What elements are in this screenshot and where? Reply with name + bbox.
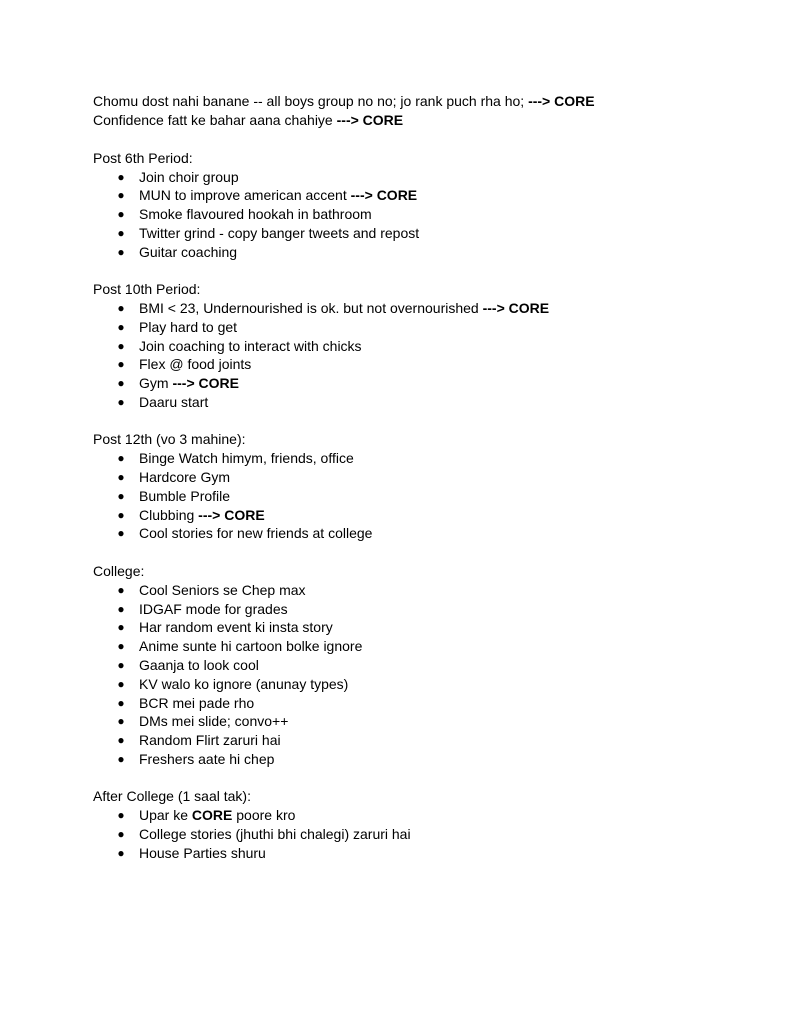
list-item (93, 806, 733, 825)
item-text: MUN to improve american accent (139, 187, 351, 204)
bullet-icon: ● (117, 376, 125, 391)
bullet-list (93, 299, 733, 412)
item-text: Gym (139, 375, 173, 392)
item-text: Twitter grind - copy banger tweets and repost (139, 224, 420, 241)
item-text: DMs mei slide; convo++ (139, 713, 289, 730)
list-item (93, 618, 733, 637)
bullet-icon: ● (117, 676, 125, 691)
bullet-icon: ● (117, 470, 125, 485)
item-text: Guitar coaching (139, 243, 238, 260)
bullet-icon: ● (117, 714, 125, 729)
section-title: Post 12th (vo 3 mahine): (93, 431, 246, 448)
item-text: Play hard to get (139, 318, 238, 335)
section-title: College: (93, 562, 145, 579)
section-title: After College (1 saal tak): (93, 788, 251, 805)
item-text: Upar ke (139, 807, 192, 824)
item-text: Flex @ food joints (139, 356, 252, 373)
bullet-icon: ● (117, 845, 125, 860)
bullet-list (93, 806, 733, 862)
bullet-icon: ● (117, 394, 125, 409)
list-item (93, 637, 733, 656)
item-text: Join choir group (139, 168, 239, 185)
item-text: Freshers aate hi chep (139, 750, 275, 767)
list-item (93, 825, 733, 844)
list-item (93, 506, 733, 525)
list-item (93, 524, 733, 543)
bullet-icon: ● (117, 338, 125, 353)
bullet-list (93, 581, 733, 769)
item-text: Smoke flavoured hookah in bathroom (139, 206, 372, 223)
item-text: Gaanja to look cool (139, 656, 259, 673)
list-item (93, 731, 733, 750)
list-item (93, 750, 733, 769)
list-item (93, 844, 733, 863)
bullet-icon: ● (117, 451, 125, 466)
item-text: BMI < 23, Undernourished is ok. but not overnourished (139, 299, 483, 316)
core-marker: ---> CORE (336, 112, 404, 128)
list-item (93, 600, 733, 619)
bullet-icon: ● (117, 620, 125, 635)
list-item (93, 449, 733, 468)
list-item (93, 355, 733, 374)
bullet-icon: ● (117, 808, 125, 823)
core-marker: CORE (191, 807, 233, 824)
item-text: KV walo ko ignore (anunay types) (139, 675, 349, 692)
item-text: Binge Watch himym, friends, office (139, 450, 354, 467)
item-text: Clubbing (139, 506, 199, 523)
list-item (93, 656, 733, 675)
item-text: IDGAF mode for grades (139, 600, 288, 617)
intro-block (93, 92, 733, 130)
item-text: Bumble Profile (139, 487, 231, 504)
list-item (93, 243, 733, 262)
bullet-icon: ● (117, 169, 125, 184)
intro-text: Chomu dost nahi banane -- all boys group no no; jo rank puch rha ho; (93, 93, 529, 109)
bullet-icon: ● (117, 639, 125, 654)
bullet-list (93, 449, 733, 543)
bullet-icon: ● (117, 657, 125, 672)
list-item (93, 168, 733, 187)
list-item (93, 224, 733, 243)
bullet-icon: ● (117, 319, 125, 334)
item-text: Har random event ki insta story (139, 619, 333, 636)
item-text: House Parties shuru (139, 844, 266, 861)
core-marker: ---> CORE (528, 93, 595, 109)
bullet-icon: ● (117, 582, 125, 597)
list-item (93, 712, 733, 731)
list-item (93, 318, 733, 337)
item-text: Hardcore Gym (139, 469, 231, 486)
list-item (93, 393, 733, 412)
core-marker: ---> CORE (172, 375, 239, 392)
list-item (93, 487, 733, 506)
core-marker: ---> CORE (198, 506, 265, 523)
bullet-icon: ● (117, 300, 125, 315)
bullet-icon: ● (117, 188, 125, 203)
list-item (93, 337, 733, 356)
bullet-icon: ● (117, 244, 125, 259)
item-text: College stories (jhuthi bhi chalegi) zaruri hai (139, 826, 411, 843)
intro-line (93, 92, 733, 111)
item-text-after: poore kro (232, 807, 296, 824)
bullet-icon: ● (117, 827, 125, 842)
list-item (93, 694, 733, 713)
item-text: BCR mei pade rho (139, 694, 255, 711)
sections-block (93, 130, 733, 863)
list-item (93, 468, 733, 487)
bullet-icon: ● (117, 601, 125, 616)
bullet-icon: ● (117, 751, 125, 766)
list-item (93, 581, 733, 600)
item-text: Cool stories for new friends at college (139, 525, 373, 542)
list-item (93, 186, 733, 205)
list-item (93, 299, 733, 318)
item-text: Daaru start (139, 393, 209, 410)
section-title: Post 10th Period: (93, 280, 201, 297)
item-text: Random Flirt zaruri hai (139, 732, 281, 749)
section-title: Post 6th Period: (93, 149, 193, 166)
bullet-icon: ● (117, 357, 125, 372)
item-text: Anime sunte hi cartoon bolke ignore (139, 638, 363, 655)
bullet-icon: ● (117, 733, 125, 748)
intro-line (93, 111, 733, 130)
bullet-list (93, 168, 733, 262)
bullet-icon: ● (117, 526, 125, 541)
intro-text: Confidence fatt ke bahar aana chahiye (93, 112, 337, 128)
core-marker: ---> CORE (482, 299, 550, 316)
bullet-icon: ● (117, 225, 125, 240)
list-item (93, 675, 733, 694)
bullet-icon: ● (117, 695, 125, 710)
bullet-icon: ● (117, 488, 125, 503)
list-item (93, 374, 733, 393)
item-text: Join coaching to interact with chicks (139, 337, 362, 354)
list-item (93, 205, 733, 224)
item-text: Cool Seniors se Chep max (139, 581, 306, 598)
bullet-icon: ● (117, 207, 125, 222)
document-page (93, 92, 733, 863)
bullet-icon: ● (117, 507, 125, 522)
core-marker: ---> CORE (350, 187, 418, 204)
